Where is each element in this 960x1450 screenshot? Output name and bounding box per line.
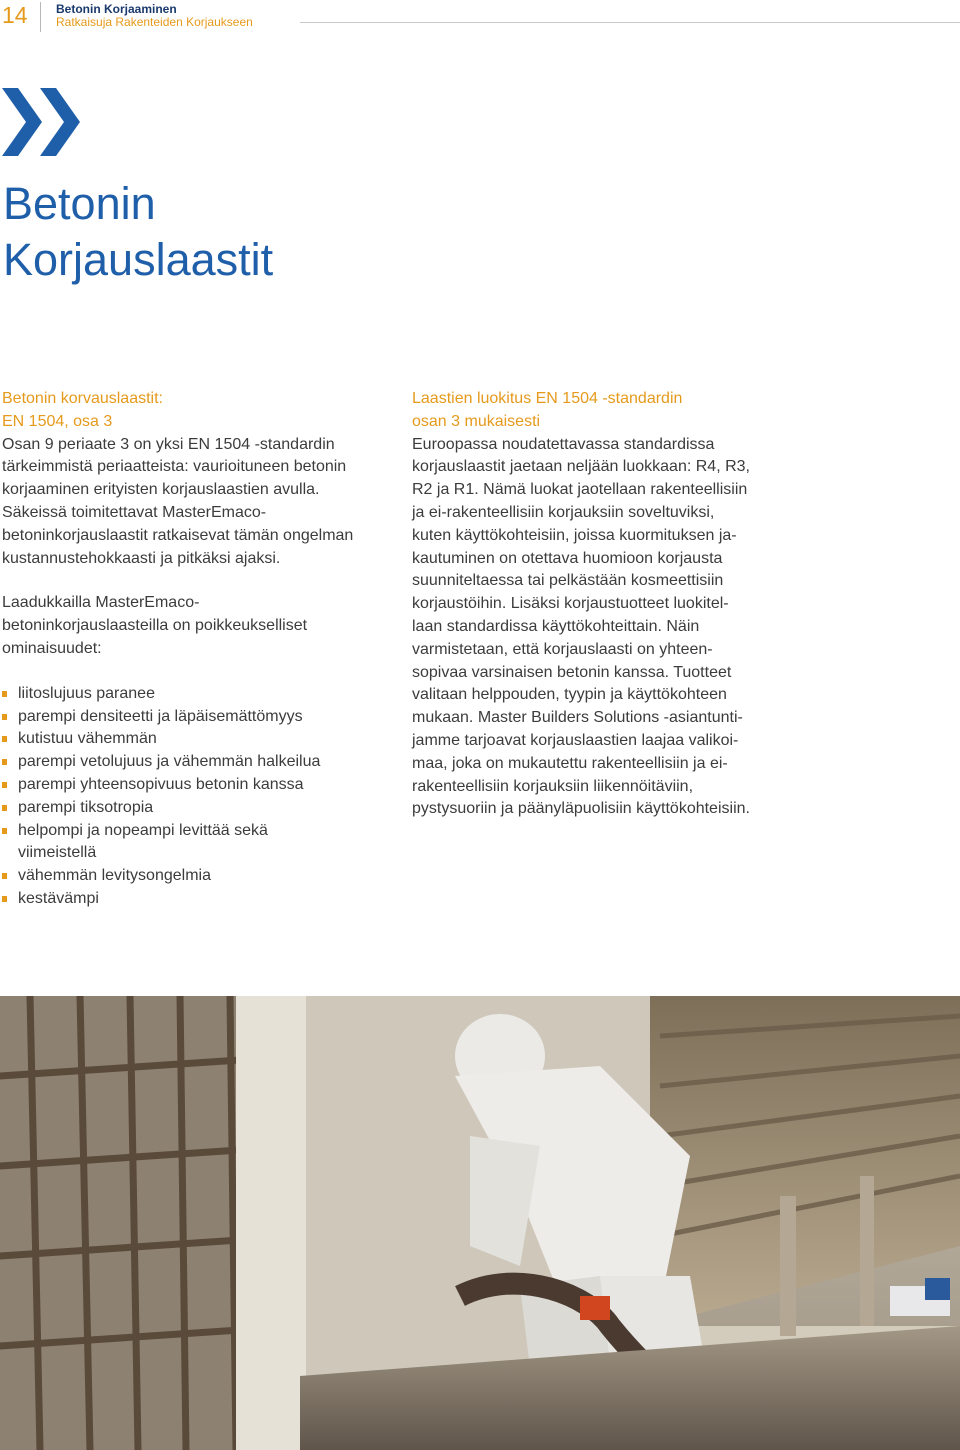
list-item-text: kestävämpi — [18, 889, 99, 907]
body-line: jamme tarjoavat korjauslaastien laajaa valikoi- — [412, 731, 739, 749]
intro-line: tärkeimmistä periaatteista: vaurioituneen betonin — [2, 458, 347, 476]
list-item — [2, 683, 392, 706]
worker-spraying-mortar-photo — [0, 996, 960, 1450]
list-item — [2, 774, 392, 797]
list-item — [2, 706, 392, 729]
page-number: 14 — [2, 2, 28, 28]
bullet-square-icon — [2, 714, 7, 720]
list-item-text: parempi yhteensopivuus betonin kanssa — [18, 775, 304, 793]
intro-line: Osan 9 periaate 3 on yksi EN 1504 -standardin — [2, 435, 335, 453]
body-line: korjauslaastit jaetaan neljään luokkaan: R4, R3, — [412, 458, 750, 476]
list-item-continuation: viimeistellä — [18, 844, 97, 862]
feature-list — [2, 683, 392, 911]
body-line: ja ei-rakenteellisiin korjauksiin soveltuviksi, — [412, 503, 715, 521]
body-line: kuten käyttökohteisiin, joissa kuormituksen ja- — [412, 526, 737, 544]
body-line: korjaustöihin. Lisäksi korjaustuotteet luokitel- — [412, 595, 729, 613]
header-subtitle: Ratkaisuja Rakenteiden Korjaukseen — [56, 15, 253, 29]
body-line: laan standardissa käyttökohteittain. Näin — [412, 617, 700, 635]
bullet-square-icon — [2, 828, 7, 834]
list-item-text: parempi vetolujuus ja vähemmän halkeilua — [18, 753, 321, 771]
list-item — [2, 728, 392, 751]
article-title-line-2: Korjauslaastit — [3, 234, 274, 285]
left-heading-line-2: EN 1504, osa 3 — [2, 412, 113, 430]
bullet-square-icon — [2, 759, 7, 765]
photo-illustration — [0, 996, 960, 1450]
body-line: kautuminen on otettava huomioon korjausta — [412, 549, 723, 567]
bullet-square-icon — [2, 691, 7, 697]
list-item-text: parempi densiteetti ja läpäisemättömyys — [18, 707, 303, 725]
body-line: pystysuoriin ja päänyläpuolisiin käyttökohteisiin. — [412, 800, 750, 818]
list-item — [2, 865, 392, 888]
body-line: R2 ja R1. Nämä luokat jaotellaan rakenteellisiin — [412, 481, 748, 499]
header-title: Betonin Korjaaminen — [56, 2, 177, 16]
header-rule — [300, 22, 960, 23]
right-heading-line-1: Laastien luokitus EN 1504 -standardin — [412, 390, 683, 407]
article-title-line-1: Betonin — [3, 178, 156, 229]
left-column — [2, 388, 392, 911]
lead-line: ominaisuudet: — [2, 639, 102, 657]
list-item — [2, 820, 392, 866]
body-line: sopivaa varsinaisen betonin kanssa. Tuotteet — [412, 663, 732, 681]
list-item — [2, 888, 392, 911]
article-title — [3, 176, 273, 288]
list-item — [2, 797, 392, 820]
right-column — [412, 388, 812, 821]
double-chevron-icon — [2, 88, 82, 156]
bullet-square-icon — [2, 896, 7, 902]
bullet-square-icon — [2, 805, 7, 811]
body-line: varmistetaan, että korjauslaasti on yhteen- — [412, 640, 713, 658]
bullet-square-icon — [2, 782, 7, 788]
intro-line: korjaaminen erityisten korjauslaastien avulla. — [2, 481, 320, 499]
bullet-square-icon — [2, 736, 7, 742]
list-item-text: parempi tiksotropia — [18, 798, 154, 816]
right-heading-line-2: osan 3 mukaisesti — [412, 412, 541, 430]
intro-line: Säkeissä toimitettavat MasterEmaco- — [2, 503, 267, 521]
intro-line: kustannustehokkaasti ja pitkäksi ajaksi. — [2, 549, 281, 567]
body-line: rakenteellisiin korjauksiin liikennöitäviin, — [412, 777, 694, 795]
left-heading-line-1: Betonin korvauslaastit: — [2, 390, 163, 407]
body-line: maa, joka on mukautettu rakenteellisiin ja ei- — [412, 754, 728, 772]
body-line: suunniteltaessa tai pelkästään kosmeettisiin — [412, 572, 724, 590]
list-item-text: liitoslujuus paranee — [18, 684, 155, 702]
lead-line: betoninkorjauslaasteilla on poikkeukselliset — [2, 617, 308, 635]
header-divider — [40, 2, 41, 32]
list-item-text: vähemmän levitysongelmia — [18, 867, 211, 885]
list-item-text: helpompi ja nopeampi levittää sekä — [18, 821, 268, 839]
body-line: Euroopassa noudatettavassa standardissa — [412, 435, 715, 453]
intro-line: betoninkorjauslaastit ratkaisevat tämän ongelman — [2, 526, 354, 544]
lead-line: Laadukkailla MasterEmaco- — [2, 594, 200, 612]
body-line: valitaan helppouden, tyypin ja käyttökohteen — [412, 686, 727, 704]
page-header — [0, 0, 960, 40]
body-line: mukaan. Master Builders Solutions -asiantunti- — [412, 709, 743, 727]
list-item-text: kutistuu vähemmän — [18, 730, 157, 748]
bullet-square-icon — [2, 873, 7, 879]
list-item — [2, 751, 392, 774]
